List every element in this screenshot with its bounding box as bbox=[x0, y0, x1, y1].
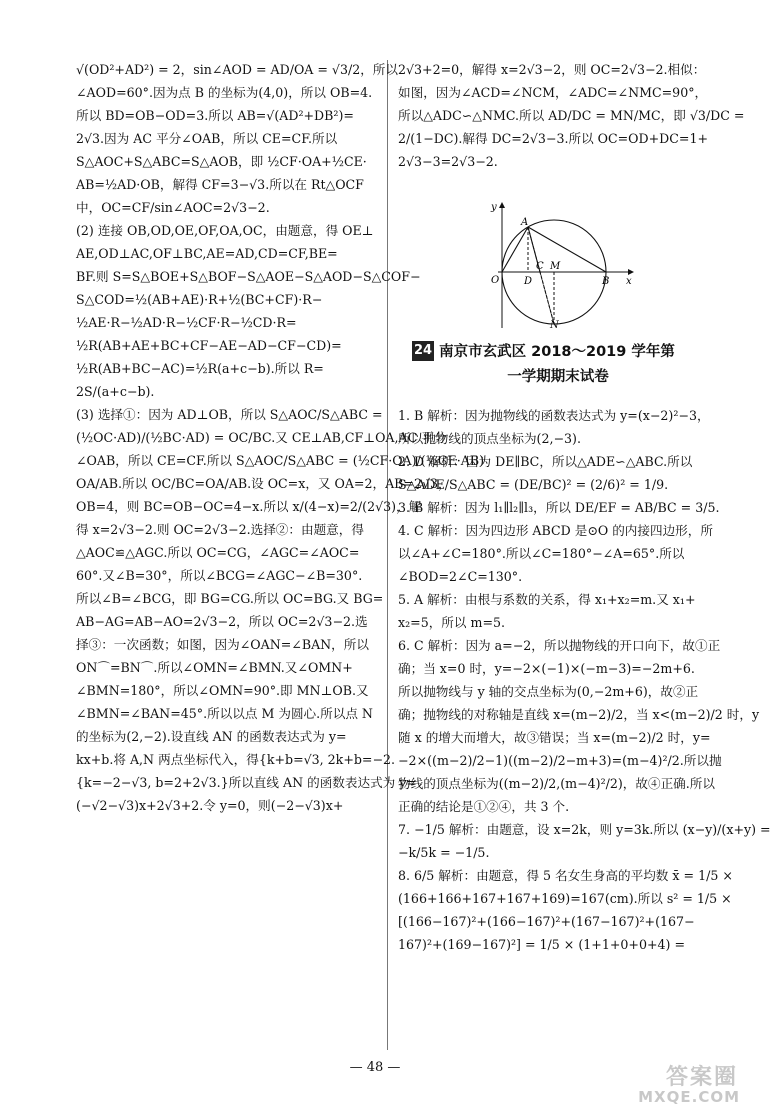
answer-line: 2. D 解析：因为 DE∥BC，所以△ADE∽△ABC.所以 bbox=[398, 454, 693, 469]
text-line: 的坐标为(2,−2).设直线 AN 的函数表达式为 y= bbox=[76, 729, 347, 744]
text-line: (½OC·AD)/(½BC·AD) = OC/BC.又 CE⊥AB,CF⊥OA,AC 平分 bbox=[76, 430, 447, 445]
answer-line: 8. 6/5 解析：由题意，得 5 名女生身高的平均数 x̄ = 1/5 × bbox=[398, 868, 733, 883]
x-axis-arrow bbox=[628, 269, 634, 275]
answer-line: (166+166+167+167+169)=167(cm).所以 s² = 1/5 × bbox=[398, 891, 732, 906]
text-line: S△COD=½(AB+AE)·R+½(BC+CF)·R− bbox=[76, 292, 323, 307]
text-line: (2) 连接 OB,OD,OE,OF,OA,OC，由题意，得 OE⊥ bbox=[76, 223, 374, 238]
text-line: 2/(1−DC).解得 DC=2√3−3.所以 OC=OD+DC=1+ bbox=[398, 131, 709, 146]
text-line: 2S/(a+c−b). bbox=[76, 384, 155, 399]
answer-line: 1. B 解析：因为抛物线的函数表达式为 y=(x−2)²−3， bbox=[398, 408, 710, 423]
text-line: 2√3−3=2√3−2. bbox=[398, 154, 498, 169]
text-line: 得 x=2√3−2.则 OC=2√3−2.选择②：由题意，得 bbox=[76, 522, 364, 537]
text-line: √(OD²+AD²) = 2，sin∠AOD = AD/OA = √3/2，所以 bbox=[76, 62, 398, 77]
answer-line: 确；当 x=0 时，y=−2×(−1)×(−m−3)=−2m+6. bbox=[398, 661, 695, 676]
text-line: 中，OC=CF/sin∠AOC=2√3−2. bbox=[76, 200, 270, 215]
answer-line: 5. A 解析：由根与系数的关系，得 x₁+x₂=m.又 x₁+ bbox=[398, 592, 696, 607]
text-line: ON⌒=BN⌒.所以∠OMN=∠BMN.又∠OMN+ bbox=[76, 660, 353, 675]
label-c: C bbox=[536, 261, 544, 272]
text-line: ∠OAB，所以 CE=CF.所以 S△AOC/S△ABC = (½CF·OA)/(½CE·AB) bbox=[76, 453, 484, 468]
answer-line: 确；抛物线的对称轴是直线 x=(m−2)/2，当 x<(m−2)/2 时，y bbox=[398, 707, 760, 722]
answer-line: ∠BOD=2∠C=130°. bbox=[398, 569, 523, 584]
text-line: 所以∠B=∠BCG，即 BG=CG.所以 OC=BG.又 BG= bbox=[76, 591, 384, 606]
watermark-bottom-text: MXQE.COM bbox=[638, 1088, 740, 1106]
text-line: ∠BMN=∠BAN=45°.所以以点 M 为圆心.所以点 N bbox=[76, 706, 373, 721]
label-a: A bbox=[521, 217, 529, 228]
text-line: S△AOC+S△ABC=S△AOB，即 ½CF·OA+½CE· bbox=[76, 154, 367, 169]
text-line: (−√2−√3)x+2√3+2.令 y=0，则(−2−√3)x+ bbox=[76, 798, 344, 813]
page-number: — 48 — bbox=[349, 1060, 401, 1075]
label-x: x bbox=[626, 276, 632, 287]
answer-line: 所以抛物线的顶点坐标为(2,−3). bbox=[398, 431, 581, 446]
section-number-badge: 24 bbox=[412, 341, 434, 361]
answer-line: 4. C 解析：因为四边形 ABCD 是⊙O 的内接四边形，所 bbox=[398, 523, 713, 538]
text-line: AB−AG=AB−AO=2√3−2，所以 OC=2√3−2.选 bbox=[76, 614, 368, 629]
answer-line: 6. C 解析：因为 a=−2，所以抛物线的开口向下，故①正 bbox=[398, 638, 721, 653]
text-line: AE,OD⊥AC,OF⊥BC,AE=AD,CD=CF,BE= bbox=[76, 246, 338, 261]
text-line: 如图，因为∠ACD=∠NCM，∠ADC=∠NMC=90°， bbox=[398, 85, 708, 100]
geometry-figure bbox=[488, 200, 638, 330]
section-title-line1: 南京市玄武区 2018～2019 学年第 bbox=[439, 344, 675, 360]
answer-line: 随 x 的增大而增大，故③错误；当 x=(m−2)/2 时，y= bbox=[398, 730, 711, 745]
text-line: 择③：一次函数；如图，因为∠OAN=∠BAN，所以 bbox=[76, 637, 369, 652]
answer-line: [(166−167)²+(166−167)²+(167−167)²+(167− bbox=[398, 914, 695, 929]
section-title-line2: 一学期期末试卷 bbox=[507, 369, 609, 385]
answer-line: x₂=5，所以 m=5. bbox=[398, 615, 506, 630]
text-line: OB=4，则 BC=OB−OC=4−x.所以 x/(4−x)=2/(2√3)，解 bbox=[76, 499, 422, 514]
watermark-top-text: 答案圈 bbox=[665, 1065, 738, 1090]
label-m: M bbox=[550, 261, 561, 272]
answer-line: 以∠A+∠C=180°.所以∠C=180°−∠A=65°.所以 bbox=[398, 546, 685, 561]
segment-oa bbox=[502, 227, 528, 272]
text-line: △AOC≌△AGC.所以 OC=CG，∠AGC=∠AOC= bbox=[76, 545, 360, 560]
right-column-top bbox=[398, 58, 745, 173]
text-line: 60°.又∠B=30°，所以∠BCG=∠AGC−∠B=30°. bbox=[76, 568, 363, 583]
label-o: O bbox=[491, 275, 500, 286]
label-b: B bbox=[602, 276, 610, 287]
text-line: ½R(AB+AE+BC+CF−AE−AD−CF−CD)= bbox=[76, 338, 342, 353]
text-line: 2√3+2=0，解得 x=2√3−2，则 OC=2√3−2.相似： bbox=[398, 62, 706, 77]
answer-line: 正确的结论是①②④，共 3 个. bbox=[398, 799, 570, 814]
text-line: 2√3.因为 AC 平分∠OAB，所以 CE=CF.所以 bbox=[76, 131, 338, 146]
text-line: AB=½AD·OB，解得 CF=3−√3.所以在 Rt△OCF bbox=[76, 177, 364, 192]
text-line: ∠BMN=180°，所以∠OMN=90°.即 MN⊥OB.又 bbox=[76, 683, 369, 698]
text-line: BF.则 S=S△BOE+S△BOF−S△AOE−S△AOD−S△COF− bbox=[76, 269, 421, 284]
answer-line: 7. −1/5 解析：由题意，设 x=2k，则 y=3k.所以 (x−y)/(x+y) = bbox=[398, 822, 771, 837]
text-line: ½AE·R−½AD·R−½CF·R−½CD·R= bbox=[76, 315, 297, 330]
label-n: N bbox=[550, 320, 559, 331]
answer-line: −2×((m−2)/2−1)((m−2)/2−m+3)=(m−4)²/2.所以抛 bbox=[398, 753, 722, 768]
text-line: OA/AB.所以 OC/BC=OA/AB.设 OC=x，又 OA=2，AB=2√3， bbox=[76, 476, 451, 491]
text-line: ∠AOD=60°.因为点 B 的坐标为(4,0)，所以 OB=4. bbox=[76, 85, 373, 100]
text-line: 所以 BD=OB−OD=3.所以 AB=√(AD²+DB²)= bbox=[76, 108, 354, 123]
answer-line: 所以抛物线与 y 轴的交点坐标为(0,−2m+6)，故②正 bbox=[398, 684, 699, 699]
section-heading bbox=[398, 340, 708, 386]
answer-line: 3. B 解析：因为 l₁∥l₂∥l₃，所以 DE/EF = AB/BC = 3/5. bbox=[398, 500, 720, 515]
label-d: D bbox=[524, 276, 533, 287]
text-line: ½R(AB+BC−AC)=½R(a+c−b).所以 R= bbox=[76, 361, 324, 376]
answer-line: 167)²+(169−167)²] = 1/5 × (1+1+0+0+4) = bbox=[398, 937, 686, 952]
text-line: kx+b.将 A,N 两点坐标代入，得{k+b=√3, 2k+b=−2. bbox=[76, 752, 396, 767]
label-y: y bbox=[491, 202, 497, 213]
answer-line: 物线的顶点坐标为((m−2)/2,(m−4)²/2)，故④正确.所以 bbox=[398, 776, 715, 791]
column-divider bbox=[387, 60, 388, 1050]
answer-line: S△ADE/S△ABC = (DE/BC)² = (2/6)² = 1/9. bbox=[398, 477, 669, 492]
watermark bbox=[616, 1060, 746, 1110]
y-axis-arrow bbox=[499, 202, 505, 208]
answer-line: −k/5k = −1/5. bbox=[398, 845, 490, 860]
text-line: {k=−2−√3, b=2+2√3.}所以直线 AN 的函数表达式为 y= bbox=[76, 775, 417, 790]
answers-column bbox=[398, 404, 771, 956]
text-line: (3) 选择①：因为 AD⊥OB，所以 S△AOC/S△ABC = bbox=[76, 407, 383, 422]
text-line: 所以△ADC∽△NMC.所以 AD/DC = MN/MC，即 √3/DC = bbox=[398, 108, 745, 123]
